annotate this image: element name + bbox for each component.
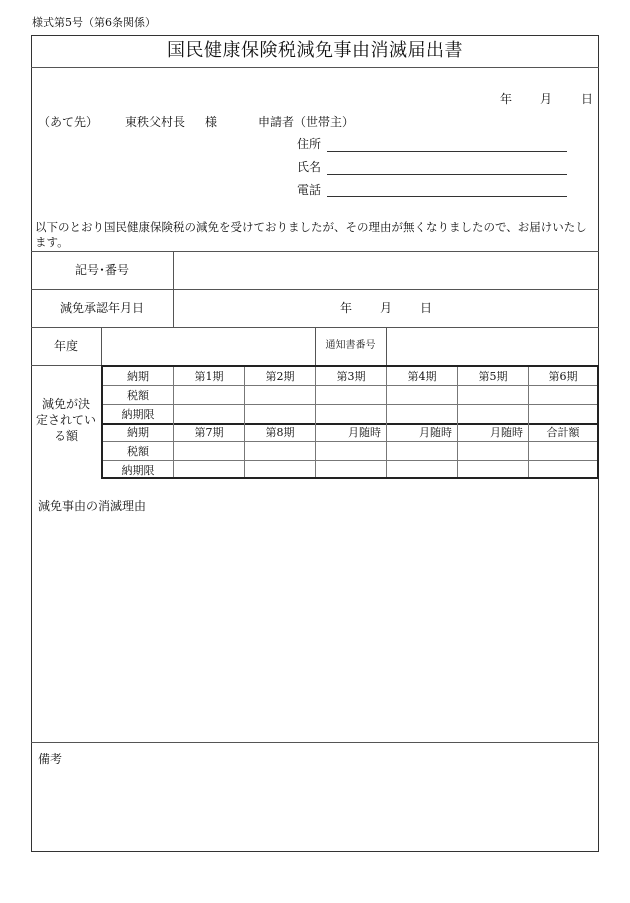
table-column-divider	[244, 367, 245, 477]
table-row-divider	[103, 385, 597, 386]
row-divider	[31, 742, 599, 743]
period-header: 第6期	[548, 370, 578, 383]
approval-month-label: 月	[380, 301, 393, 315]
table-column-divider	[528, 367, 529, 477]
period-header: 第8期	[265, 426, 295, 439]
notice-number-label: 通知書番号	[325, 340, 376, 351]
table-column-divider	[386, 367, 387, 477]
form-title: 国民健康保険税減免事由消滅届出書	[167, 40, 463, 61]
period-header: 月随時	[490, 426, 523, 439]
period-header: 第4期	[407, 370, 437, 383]
table-row-divider	[103, 441, 597, 442]
notice-text: 以下のとおり国民健康保険税の減免を受けておりましたが、その理由が無くなりましたので、お届けいたします。	[35, 220, 587, 249]
reason-label: 減免事由の消滅理由	[38, 499, 147, 513]
decided-amount-table	[101, 365, 599, 479]
title-divider	[31, 67, 599, 68]
decided-amount-label-line: 減免が決	[41, 397, 90, 411]
tax-row-label: 税額	[127, 445, 149, 458]
symbol-number-label: 記号･番号	[74, 263, 129, 277]
period-row-label: 納期	[127, 370, 149, 383]
phone-label: 電話	[297, 183, 322, 197]
address-label: 住所	[297, 137, 322, 151]
table-column-divider	[315, 367, 316, 477]
approval-year-label: 年	[340, 301, 353, 315]
table-column-divider	[173, 367, 174, 477]
period-row-label: 納期	[127, 426, 149, 439]
row-divider	[31, 365, 101, 366]
table-row-divider	[103, 460, 597, 461]
period-header: 月随時	[348, 426, 381, 439]
reason-field[interactable]	[32, 518, 598, 740]
period-header: 第2期	[265, 370, 295, 383]
date-day-label: 日	[581, 92, 594, 106]
name-field[interactable]	[327, 174, 567, 175]
addressee-prefix: （あて先）	[38, 115, 99, 129]
decided-amount-label	[31, 396, 101, 444]
applicant-label: 申請者（世帯主）	[258, 115, 355, 129]
fiscal-year-label: 年度	[53, 339, 78, 353]
fiscal-year-field[interactable]	[102, 328, 314, 364]
addressee-honorific: 様	[205, 115, 218, 129]
period-header: 合計額	[546, 426, 580, 439]
phone-field[interactable]	[327, 196, 567, 197]
period-header: 第3期	[336, 370, 366, 383]
period-header: 第1期	[194, 370, 224, 383]
name-label: 氏名	[297, 160, 322, 174]
tax-row-label: 税額	[127, 389, 149, 402]
decided-amount-label-line: 定されてい	[35, 413, 96, 427]
date-year-label: 年	[500, 92, 513, 106]
decided-amount-label-line: る額	[53, 429, 78, 443]
period-header: 第5期	[478, 370, 508, 383]
notice-number-field[interactable]	[387, 328, 598, 364]
date-month-label: 月	[540, 92, 553, 106]
remarks-label: 備考	[38, 752, 63, 766]
period-header: 第7期	[194, 426, 224, 439]
approval-date-label: 減免承認年月日	[59, 301, 144, 315]
table-column-divider	[457, 367, 458, 477]
table-section-divider	[103, 423, 597, 425]
form-number-label: 様式第5号（第6条関係）	[32, 16, 156, 29]
symbol-number-field[interactable]	[174, 252, 598, 288]
table-row-divider	[103, 404, 597, 405]
address-field[interactable]	[327, 151, 567, 152]
approval-day-label: 日	[420, 301, 433, 315]
period-header: 月随時	[419, 426, 452, 439]
deadline-row-label: 納期限	[121, 464, 155, 477]
deadline-row-label: 納期限	[121, 408, 155, 421]
remarks-field[interactable]	[32, 770, 598, 850]
addressee-name: 東秩父村長	[125, 115, 186, 129]
